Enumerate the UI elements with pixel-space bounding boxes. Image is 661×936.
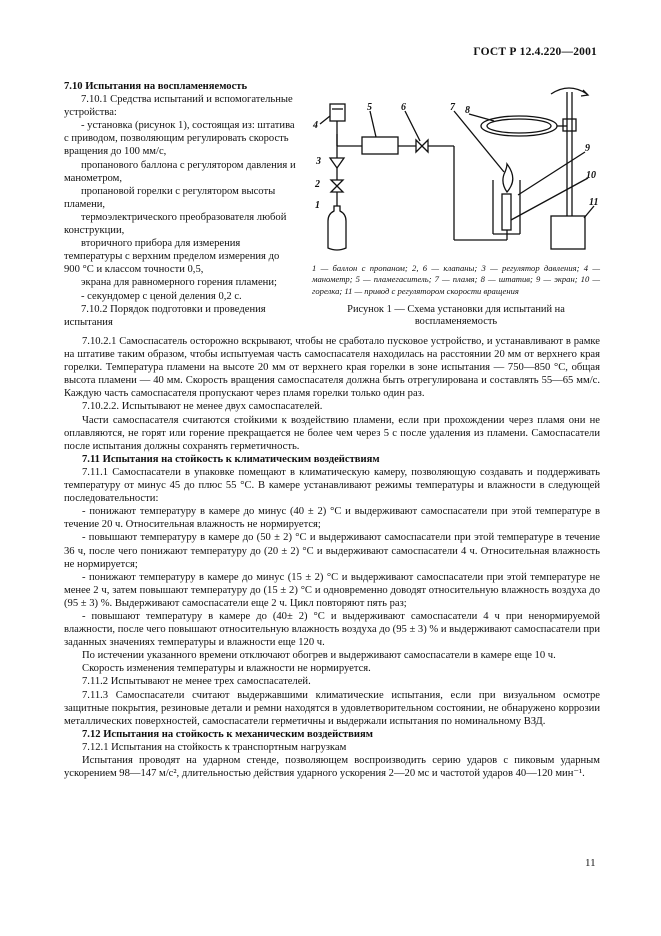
body-paragraph: Испытания проводят на ударном стенде, позволяющем воспроизводить серию ударов с пиковым ударным ускорением 98—147 м/с², длительностью действия ударного ускорения 2—20 мс и частотой ударов 40—120 мин⁻¹. — [64, 755, 600, 780]
equipment-paragraph: - установка (рисунок 1), состоящая из: штатива с приводом, позволяющим регулировать скорость вращения до 100 мм/с, — [64, 120, 295, 158]
figure-label-3: 3 — [316, 156, 321, 167]
figure-label-6: 6 — [401, 102, 406, 113]
drive-unit-shape — [551, 216, 585, 249]
page-number: 11 — [585, 857, 596, 869]
manometer-shape — [330, 104, 345, 121]
body-paragraph: Части самоспасателя считаются стойкими к воздействию пламени, если при прохождении через пламя они не оплавляются, не горят или горение прекращается не более чем через 5 с после удаления из пламени. Самоспасатели после испытания должны сохранять герметичность. — [64, 414, 600, 452]
equipment-paragraph: вторичного прибора для измерения температуры с верхним пределом измерения до 900 °С и классом точности 0,5, — [64, 238, 280, 276]
figure-1-legend: 1 — баллон с пропаном; 2, 6 — клапаны; 3 — регулятор давления; 4 — манометр; 5 — пламегаситель; 7 — пламя; 8 — штатив; 9 — экран; 10 — горелка; 11 — привод с регулятором скорости вращения — [312, 263, 600, 296]
body-paragraph: 7.10.2.2. Испытывают не менее двух самоспасателей. — [82, 401, 323, 413]
body-paragraph: По истечении указанного времени отключают обогрев и выдерживают самоспасатели в камере еще 10 ч. — [82, 650, 556, 662]
equipment-paragraph: пропановой горелки с регулятором высоты пламени, — [64, 185, 276, 210]
body-paragraph: - повышают температуру в камере до (40± 2) °С и выдерживают самоспасатели 4 ч при ненормируемой влажности, после чего повышают относительную влажность воздуха до (95 ± 3) % и выдерживают самоспасатели при заданных значениях температуры и влажности еще 120 ч. — [64, 610, 600, 649]
standard-header: ГОСТ Р 12.4.220—2001 — [473, 46, 597, 58]
figure-label-10: 10 — [586, 170, 596, 181]
figure-label-1: 1 — [315, 200, 320, 211]
body-paragraph: - понижают температуру в камере до минус (40 ± 2) °С и выдерживают самоспасатели при этой температуре в течение 20 ч. Относительная влажность не нормируется; — [64, 506, 600, 531]
body-paragraph: 7.11.2 Испытывают не менее трех самоспасателей. — [82, 676, 311, 688]
stand-clamp-shape — [563, 119, 576, 131]
figure-label-11: 11 — [589, 197, 599, 208]
figure-1-caption: Рисунок 1 — Схема установки для испытаний на воспламеняемость — [347, 304, 565, 328]
body-paragraph: - повышают температуру в камере до (50 ± 2) °С и выдерживают самоспасатели при этой температуре в течение 36 ч, после чего понижают температуру до (20 ± 2) °С и выдерживают самоспасатели 4 ч. Относительная влажность не нормируется; — [64, 532, 600, 570]
main-text-body — [64, 335, 600, 780]
section-7-10-equipment-list — [64, 80, 296, 329]
figure-label-2: 2 — [315, 179, 320, 190]
section-heading: 7.12 Испытания на стойкость к механическим воздействиям — [82, 728, 373, 740]
equipment-paragraph: термоэлектрического преобразователя любой конструкции, — [64, 211, 287, 237]
body-paragraph: 7.12.1 Испытания на стойкость к транспортным нагрузкам — [82, 741, 347, 753]
valve-6-shape — [416, 140, 428, 152]
valve-2-shape — [331, 180, 343, 192]
figure-label-4: 4 — [313, 120, 318, 131]
figure-1-test-setup-diagram — [304, 84, 600, 260]
section-heading: 7.11 Испытания на стойкость к климатическим воздействиям — [82, 453, 380, 465]
body-paragraph: - понижают температуру в камере до минус (15 ± 2) °С и выдерживают самоспасатели при этой температуре не менее 2 ч, затем повышают температуру до (15 ± 2) °С и одновременно доводят относительную влажность воздуха до (95 ± 3) %. Выдерживают самоспасатели еще 2 ч. Цикл повторяют пять раз; — [64, 571, 600, 609]
equipment-paragraph: 7.10.2 Порядок подготовки и проведения испытания — [64, 303, 266, 328]
figure-label-5: 5 — [367, 102, 372, 113]
pressure-regulator-shape — [330, 158, 344, 168]
equipment-paragraph: - секундомер с ценой деления 0,2 с. — [81, 290, 242, 302]
flame-shape — [503, 164, 513, 192]
figure-label-7: 7 — [450, 102, 455, 113]
body-paragraph: 7.11.1 Самоспасатели в упаковке помещают в климатическую камеру, позволяющую создавать и поддерживать температуру от минус 45 до плюс 55 °С. В камере устанавливают режимы температуры и влажности в следующей последовательности: — [64, 466, 600, 505]
body-paragraph: Скорость изменения температуры и влажности не нормируется. — [82, 663, 371, 675]
section-heading: 7.10 Испытания на воспламеняемость — [64, 81, 248, 92]
equipment-paragraph: 7.10.1 Средства испытаний и вспомогательные устройства: — [64, 94, 293, 119]
burner-shape — [502, 194, 511, 230]
body-paragraph: 7.10.2.1 Самоспасатель осторожно вскрывают, чтобы не сработало пусковое устройство, и устанавливают в рамке на штативе таким образом, чтобы испытуемая часть самоспасателя находилась на расстоянии 20 мм от верхнего края горелки. Температура пламени на высоте 20 мм от верхнего края горелки в зоне испытания — 750—850 °С, общая высота пламени — 40 мм. Скорость вращения самоспасателя должна быть отрегулирована и составлять 55—65 мм/с. Каждую часть самоспасателя пропускают через пламя горелки только один раз. — [64, 336, 600, 400]
figure-label-8: 8 — [465, 105, 470, 116]
rotation-arrow-shape — [551, 88, 587, 94]
flame-arrester-shape — [362, 137, 398, 154]
equipment-paragraph: экрана для равномерного горения пламени; — [81, 277, 277, 289]
propane-bottle-shape — [328, 206, 346, 250]
body-paragraph: 7.11.3 Самоспасатели считают выдержавшими климатические испытания, если при визуальном осмотре защитные покрытия, резиновые детали и ремни находятся в удовлетворительном состоянии, не обнаружено коррозии металлических поверхностей, самоспасатели герметичны и выдержали испытания по номинальному ВЗД. — [64, 689, 600, 727]
figure-label-9: 9 — [585, 143, 590, 154]
equipment-paragraph: пропанового баллона с регулятором давления и манометром, — [64, 159, 296, 184]
